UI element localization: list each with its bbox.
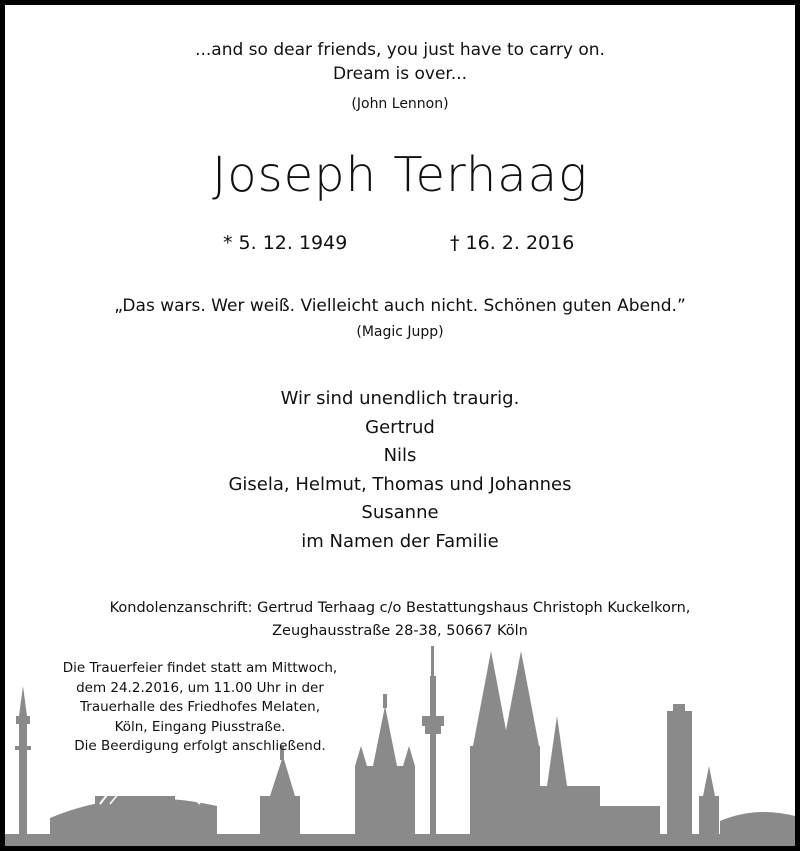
ceremony-line: Köln, Eingang Piusstraße.: [114, 718, 286, 735]
mourners-line: Wir sind unendlich traurig.: [280, 388, 520, 409]
condolence-line-2: Zeughausstraße 28-38, 50667 Köln: [272, 623, 528, 639]
mourners-line: Gertrud: [365, 416, 435, 438]
epigraph: [5, 38, 795, 116]
quote: [5, 293, 795, 345]
ceremony-line: Die Beerdigung erfolgt anschließend.: [74, 738, 326, 754]
ceremony-line: Die Trauerfeier findet statt am Mittwoch,: [62, 660, 338, 676]
condolence-line-1: Kondolenzanschrift: Gertrud Terhaag c/o Bestattungshaus Christoph Kuckelkorn,: [109, 600, 691, 616]
ceremony-line: Trauerhalle des Friedhofes Melaten,: [80, 699, 320, 715]
mourners-line: Gisela, Helmut, Thomas und Johannes: [228, 473, 572, 495]
quote-author: (Magic Jupp): [356, 324, 444, 340]
ceremony-line: dem 24.2.2016, um 11.00 Uhr in der: [76, 679, 324, 696]
mourners-list: [5, 385, 795, 556]
death-date: † 16. 2. 2016: [450, 232, 575, 254]
deceased-name: Joseph Terhaag: [212, 147, 588, 203]
ceremony-info: [35, 659, 365, 757]
quote-text: „Das wars. Wer weiß. Vielleicht auch nicht. Schönen guten Abend.”: [114, 296, 686, 316]
birth-date: * 5. 12. 1949: [223, 232, 348, 254]
mourners-line: im Namen der Familie: [301, 530, 499, 552]
epigraph-author: (John Lennon): [351, 96, 449, 112]
epigraph-line-2: Dream is over...: [332, 64, 468, 84]
mourners-line: Nils: [383, 445, 417, 466]
mourners-line: Susanne: [361, 502, 439, 523]
condolence-address: [5, 597, 795, 643]
epigraph-line-1: ...and so dear friends, you just have to carry on.: [195, 40, 605, 60]
